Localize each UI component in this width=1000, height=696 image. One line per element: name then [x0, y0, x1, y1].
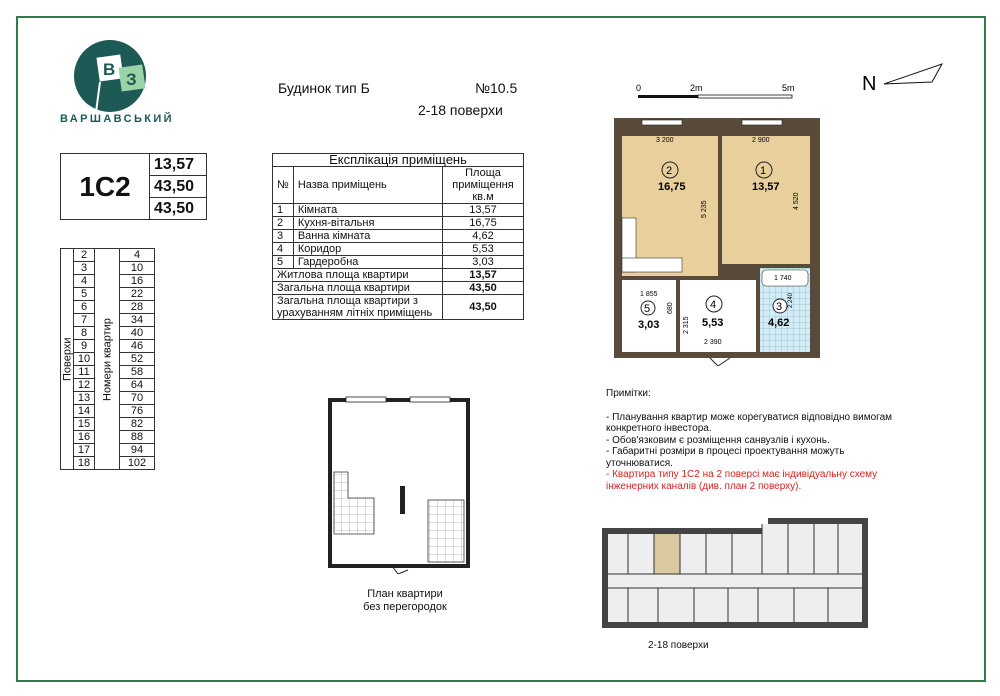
room-area: 5,53	[443, 243, 524, 256]
room-no: 5	[273, 256, 294, 269]
apt-number-cell: 58	[120, 366, 155, 379]
floor-cell: 9	[74, 340, 95, 353]
total-area: 43,50	[443, 282, 524, 295]
apt-number-cell: 76	[120, 405, 155, 418]
apt-number-cell: 88	[120, 431, 155, 444]
apt-number-cell: 64	[120, 379, 155, 392]
dim-1: 3 200	[656, 137, 674, 144]
notes	[606, 388, 906, 492]
total-area: 13,57	[443, 269, 524, 282]
logo-letter-v: В	[103, 60, 116, 79]
room-area: 16,75	[443, 217, 524, 230]
floor-cell: 17	[74, 444, 95, 457]
note-item-red: - Квартира типу 1С2 на 2 поверсі має індивідуальну схему інженерних каналів (див. план 2 поверху).	[606, 469, 878, 492]
room-area: 4,62	[443, 230, 524, 243]
brand-logo	[60, 38, 180, 114]
typical-floor-plan	[598, 516, 884, 632]
apt-number-cell: 40	[120, 327, 155, 340]
room-no: 2	[273, 217, 294, 230]
dim-5: 1 740	[774, 275, 792, 282]
apt-number-cell: 52	[120, 353, 155, 366]
total-name: Загальна площа квартири з урахуванням літніх приміщень	[273, 295, 443, 320]
total-area: 43,50	[443, 295, 524, 320]
dim-2: 2 900	[752, 137, 770, 144]
dim-4: 4 520	[793, 192, 800, 210]
north-label: N	[862, 73, 877, 95]
room-area-3: 4,62	[768, 317, 790, 329]
logo-letter-z: З	[126, 70, 137, 89]
floor-cell: 5	[74, 288, 95, 301]
room-area-2: 16,75	[658, 181, 686, 193]
scale-label-2m: 2m	[690, 83, 703, 93]
col-name: Назва приміщень	[293, 167, 442, 204]
dim-9: 680	[667, 302, 674, 314]
apt-number-cell: 46	[120, 340, 155, 353]
room-area-1: 13,57	[752, 181, 780, 193]
table-row	[273, 230, 524, 243]
highlighted-apartment	[654, 534, 680, 574]
floors-range: 2-18 поверхи	[418, 102, 503, 118]
apt-number-cell: 28	[120, 301, 155, 314]
note-item: - Планування квартир може корегуватися відповідно вимогам конкретного інвестора.	[606, 411, 893, 434]
floor-cell: 7	[74, 314, 95, 327]
note-item: - Обов'язковим є розміщення санвузлів і кухонь.	[606, 434, 830, 446]
room-name: Кухня-вітальня	[293, 217, 442, 230]
brand-name: ВАРШАВСЬКИЙ	[60, 113, 174, 125]
table-row	[273, 295, 524, 320]
dim-3: 5 235	[701, 200, 708, 218]
room-name: Гардеробна	[293, 256, 442, 269]
table-row	[273, 282, 524, 295]
apartment-plan	[614, 118, 820, 366]
room-name: Ванна кімната	[293, 230, 442, 243]
floors-label: Поверхи	[61, 249, 74, 470]
floor-cell: 3	[74, 262, 95, 275]
building-type: Будинок тип Б	[278, 80, 370, 96]
apt-number-cell: 94	[120, 444, 155, 457]
apt-number-cell: 70	[120, 392, 155, 405]
total-name: Загальна площа квартири	[273, 282, 443, 295]
dim-7: 2 390	[704, 339, 722, 346]
total-name: Житлова площа квартири	[273, 269, 443, 282]
dim-6: 1 855	[640, 291, 658, 298]
floor-cell: 11	[74, 366, 95, 379]
floor-cell: 16	[74, 431, 95, 444]
col-area: Площа приміщення кв.м	[443, 167, 524, 204]
room-name: Коридор	[293, 243, 442, 256]
explication-table	[272, 153, 524, 320]
apt-number-cell: 16	[120, 275, 155, 288]
area-value-1: 13,57	[150, 154, 207, 176]
col-no: №	[273, 167, 294, 204]
floor-cell: 10	[74, 353, 95, 366]
apartment-code: 1С2	[61, 154, 150, 220]
floor-cell: 18	[74, 457, 95, 470]
floor-cell: 4	[74, 275, 95, 288]
floor-cell: 14	[74, 405, 95, 418]
floor-cell: 13	[74, 392, 95, 405]
plan-without-partitions	[326, 394, 472, 574]
room-area: 3,03	[443, 256, 524, 269]
room-number-5: 5	[644, 303, 651, 315]
room-no: 4	[273, 243, 294, 256]
floor-cell: 15	[74, 418, 95, 431]
floor-cell: 12	[74, 379, 95, 392]
room-number-2: 2	[666, 165, 673, 177]
numbers-label: Номери квартир	[95, 249, 120, 470]
room-no: 3	[273, 230, 294, 243]
scale-bar	[636, 82, 806, 108]
area-value-3: 43,50	[150, 198, 207, 220]
apartment-code-box	[60, 153, 207, 220]
floorplan-caption: 2-18 поверхи	[648, 640, 709, 651]
apt-number-cell: 102	[120, 457, 155, 470]
dim-10: 2 240	[788, 292, 794, 308]
area-value-2: 43,50	[150, 176, 207, 198]
room-number-3: 3	[776, 301, 783, 313]
scale-label-5m: 5m	[782, 83, 795, 93]
scale-label-0: 0	[636, 83, 642, 93]
room-area-5: 3,03	[638, 319, 660, 331]
room-number-4: 4	[710, 299, 717, 311]
table-row	[273, 204, 524, 217]
apt-number-cell: 82	[120, 418, 155, 431]
floor-cell: 6	[74, 301, 95, 314]
room-area: 13,57	[443, 204, 524, 217]
table-row	[273, 269, 524, 282]
floors-table	[60, 248, 155, 470]
note-item: - Габаритні розміри в процесі проектування можуть уточнюватися.	[606, 446, 845, 469]
apt-number-cell: 34	[120, 314, 155, 327]
apt-number-cell: 10	[120, 262, 155, 275]
room-name: Кімната	[293, 204, 442, 217]
plan-caption	[340, 588, 470, 614]
notes-title: Примітки:	[606, 388, 651, 399]
north-arrow	[862, 60, 948, 101]
plan-caption-line2: без перегородок	[363, 601, 447, 613]
floor-cell: 2	[74, 249, 95, 262]
explication-title: Експлікація приміщень	[273, 154, 524, 167]
table-row	[273, 217, 524, 230]
room-no: 1	[273, 204, 294, 217]
room-area-4: 5,53	[702, 317, 724, 329]
apt-number-cell: 4	[120, 249, 155, 262]
table-row	[273, 256, 524, 269]
apt-number-cell: 22	[120, 288, 155, 301]
floor-cell: 8	[74, 327, 95, 340]
plan-caption-line1: План квартири	[367, 588, 443, 600]
building-number: №10.5	[475, 80, 518, 96]
room-number-1: 1	[760, 165, 767, 177]
dim-8: 2 315	[683, 316, 690, 334]
table-row	[273, 243, 524, 256]
